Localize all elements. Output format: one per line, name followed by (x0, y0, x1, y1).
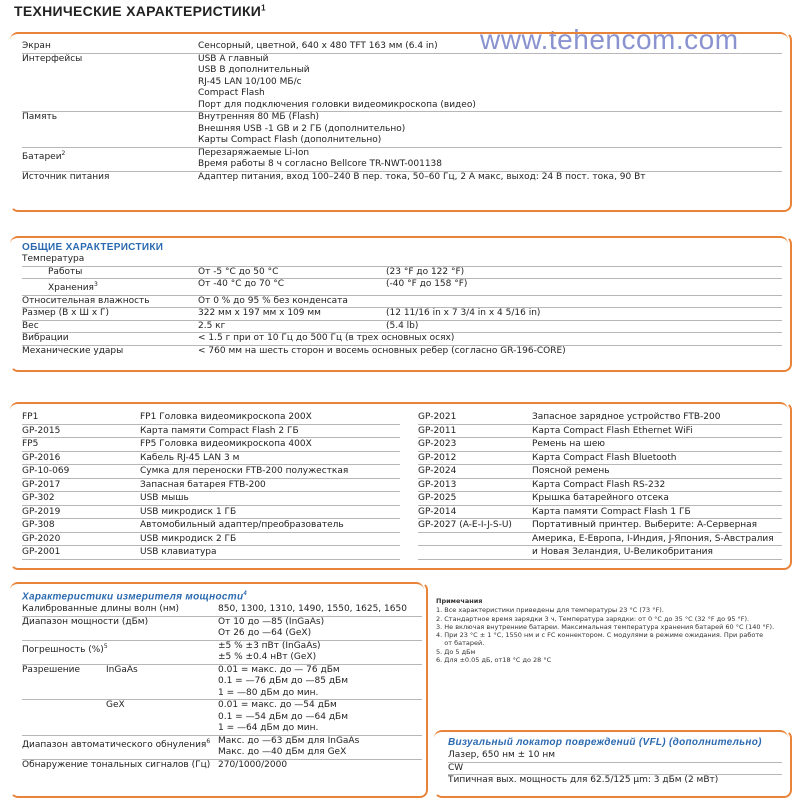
accessory-row (22, 411, 400, 425)
accessory-code: GP-2025 (418, 493, 457, 503)
spec-row (22, 54, 782, 113)
tech-specs-table (22, 41, 782, 183)
power-meter-header: Характеристики измерителя мощности$^4$ (22, 591, 248, 603)
power-value: 1 = —80 дБм до мин. (218, 687, 319, 698)
spec-value: Compact Flash (198, 88, 265, 98)
power-row (22, 604, 422, 617)
power-value: 1 = —64 дБм до мин. (218, 723, 319, 733)
vfl-header: Визуальный локатор повреждений (VFL) (дополнительно) (448, 737, 762, 748)
accessory-row (22, 533, 400, 547)
accessory-desc: Кабель RJ-45 LAN 3 м (140, 452, 240, 463)
accessory-desc: FP1 Головка видеомикроскопа 200X (140, 412, 312, 422)
power-value: 0.01 = макс. до — 76 дБм (218, 664, 340, 675)
accessory-code: GP-2012 (418, 452, 457, 463)
general-label: Вес (22, 320, 39, 331)
accessory-code: GP-2017 (22, 479, 61, 490)
accessory-row (418, 411, 782, 425)
general-value: 2.5 кг (198, 320, 226, 331)
general-value: < 1.5 г при от 10 Гц до 500 Гц (в трех основных осях) (198, 333, 455, 343)
vfl-row (448, 775, 782, 787)
accessory-code: GP-2013 (418, 479, 457, 490)
general-label: Относительная влажность (22, 295, 150, 306)
page-title: ТЕХНИЧЕСКИЕ ХАРАКТЕРИСТИКИ$^1$ (14, 3, 266, 19)
power-label-text: Разрешение (22, 664, 81, 675)
notes (436, 597, 796, 664)
accessory-desc: Запасная батарея FTB-200 (140, 479, 266, 490)
power-row (22, 736, 422, 760)
power-value: Макс. до —63 дБм для InGaAs (218, 735, 360, 746)
spec-value: Карты Compact Flash (дополнительно) (198, 135, 382, 145)
spec-values (198, 41, 438, 53)
general-value-imperial: (-40 °F до 158 °F) (386, 279, 468, 289)
accessory-row (22, 506, 400, 520)
accessory-desc: FP5 Головка видеомикроскопа 400X (140, 439, 312, 449)
general-row (22, 321, 782, 334)
accessory-code: GP-302 (22, 493, 55, 503)
accessory-row (22, 492, 400, 506)
spec-value: Сенсорный, цветной, 640 x 480 TFT 163 мм (6.4 in) (198, 41, 438, 51)
accessory-code: GP-2011 (418, 425, 457, 436)
general-value: 322 мм x 197 мм x 109 мм (198, 308, 321, 318)
accessory-desc: Запасное зарядное устройство FTB-200 (532, 412, 721, 422)
power-label (22, 604, 180, 616)
accessory-desc: Поясной ремень (532, 466, 610, 476)
general-table (22, 254, 782, 357)
note-item: 3. Не включая внутренние батареи. Максимальная температура хранения батарей 60 °C (140 °F). (436, 622, 775, 631)
power-label (22, 759, 211, 772)
power-label (22, 616, 149, 640)
power-values (218, 617, 324, 640)
spec-row (22, 148, 782, 172)
accessory-code: GP-2020 (22, 533, 61, 544)
accessory-desc: USB мышь (140, 493, 189, 503)
spec-value: Время работы 8 ч согласно Bellcore TR-NWT-001138 (198, 159, 443, 169)
accessory-row (22, 479, 400, 493)
accessory-row (22, 438, 400, 452)
accessory-row (418, 519, 782, 533)
accessory-code: GP-2024 (418, 466, 457, 476)
general-value (198, 254, 386, 266)
power-value: 270/1000/2000 (218, 759, 288, 770)
vfl-value: Типичная вых. мощность для 62.5/125 μm: 3 дБм (2 мВт) (448, 775, 719, 785)
accessory-desc: USB микродиск 1 ГБ (140, 506, 237, 517)
general-row (22, 254, 782, 267)
spec-value: USB A главный (198, 53, 269, 64)
accessory-row (418, 425, 782, 439)
accessory-row (418, 452, 782, 466)
spec-value: USB B дополнительный (198, 65, 310, 75)
vfl-value: CW (448, 762, 464, 773)
general-row (22, 296, 782, 309)
accessory-code: GP-2027 (A-E-I-J-S-U) (418, 520, 512, 530)
note-item: 1. Все характеристики приведены для температуры 23 °C (73 °F). (436, 606, 664, 615)
footnote-ref: 2 (61, 149, 66, 157)
spec-label: Память (22, 112, 58, 122)
general-row (22, 308, 782, 321)
spec-values (198, 148, 442, 171)
general-label: Хранения$^3$ (48, 281, 98, 293)
accessory-row (22, 452, 400, 466)
power-values (218, 641, 321, 664)
power-label-text: Диапазон автоматического обнуления (22, 739, 207, 750)
accessory-desc: Карта памяти Compact Flash 1 ГБ (532, 506, 691, 517)
general-label: Работы (48, 266, 83, 277)
accessory-code: GP-2015 (22, 425, 61, 436)
accessory-code: GP-2014 (418, 506, 457, 517)
general-label: Размер (В x Ш x Г) (22, 308, 110, 318)
accessory-desc: Америка, E-Европа, I-Индия, J-Япония, S-Австралия (532, 533, 774, 544)
accessory-code: GP-2021 (418, 412, 457, 422)
general-value: От -40 °C до 70 °C (198, 279, 285, 289)
accessory-row (418, 546, 782, 560)
note-item: 4. При 23 °C ± 1 °C, 1550 нм и с FC коннектором. С модулями в режиме ожидания. При работе (436, 631, 764, 640)
footnote-ref: 5 (103, 642, 108, 650)
power-sublabel (103, 641, 218, 664)
accessory-code (418, 546, 532, 559)
power-sublabel (106, 604, 218, 616)
power-value: 0.1 = —54 дБм до —64 дБм (218, 711, 349, 722)
spec-values (198, 112, 405, 147)
general-label: Температура (22, 254, 85, 264)
accessory-row (418, 438, 782, 452)
accessory-code (418, 533, 532, 546)
footnote-ref: 6 (206, 737, 211, 745)
spec-values (198, 172, 646, 184)
power-label-text: Калиброванные длины волн (нм) (22, 604, 180, 614)
accessory-desc: Портативный принтер. Выберите: A-Серверная (532, 520, 758, 530)
vfl-value: Лазер, 650 нм ± 10 нм (448, 750, 556, 760)
accessory-row (22, 546, 400, 560)
accessory-desc: Карта Compact Flash RS-232 (532, 479, 666, 490)
vfl-row (448, 750, 782, 763)
power-value: 850, 1300, 1310, 1490, 1550, 1625, 1650 (218, 604, 407, 614)
accessory-row (418, 479, 782, 493)
accessory-desc: Карта Compact Flash Ethernet WiFi (532, 425, 693, 436)
spec-value: RJ-45 LAN 10/100 МБ/с (198, 76, 302, 87)
spec-label: Интерфейсы (22, 53, 83, 64)
power-value: 0.01 = макс. до —54 дБм (218, 700, 337, 710)
accessory-row (418, 492, 782, 506)
power-value: ±5 % ±3 пВт (InGaAs) (218, 640, 321, 651)
footnote-ref: 3 (93, 281, 98, 288)
general-row (22, 333, 782, 346)
accessory-row (22, 465, 400, 479)
spec-row (22, 172, 782, 184)
power-values (218, 700, 348, 735)
power-label (22, 665, 106, 700)
general-value: От 0 % до 95 % без конденсата (198, 295, 348, 306)
power-row (22, 700, 422, 736)
power-value: 0.1 = —76 дБм до —85 дБм (218, 676, 349, 686)
power-sublabel (106, 617, 218, 640)
spec-values (198, 54, 476, 112)
general-value: < 760 мм на шесть сторон и восемь основных ребер (согласно GR-196-CORE) (198, 345, 566, 356)
accessory-row (22, 425, 400, 439)
power-label-text: Диапазон мощности (дБм) (22, 616, 149, 627)
accessory-desc: и Новая Зеландия, U-Великобритания (532, 547, 713, 557)
accessory-desc: Карта Compact Flash Bluetooth (532, 452, 677, 463)
notes-title: Примечания (436, 597, 483, 605)
power-sublabel: InGaAs (106, 664, 138, 675)
vfl-table (448, 750, 782, 787)
spec-value: Перезаряжаемые Li-Ion (198, 147, 310, 158)
spec-row (22, 41, 782, 54)
accessory-desc: Карта памяти Compact Flash 2 ГБ (140, 425, 299, 436)
power-label-text: Погрешность (%) (22, 644, 104, 655)
power-values (218, 736, 359, 759)
accessory-desc: Автомобильный адаптер/преобразователь (140, 520, 344, 530)
spec-label: Источник питания (22, 171, 110, 182)
accessory-code: FP5 (22, 439, 39, 449)
general-value-imperial: (5.4 lb) (386, 320, 419, 331)
watermark: www.tehencom.com (480, 24, 739, 55)
note-item: 2. Стандартное время зарядки 3 ч, Температура зарядки: от 0 °C до 35 °C (32 °F до 95 °F). (436, 614, 750, 623)
general-value-imperial: (12 11/16 in x 7 3/4 in x 4 5/16 in) (386, 308, 541, 318)
power-value: ±5 % ±0.4 нВт (GeX) (218, 652, 317, 662)
power-value: От 10 до —85 (InGaAs) (218, 616, 325, 627)
power-sublabel (106, 736, 218, 759)
spec-label: Батареи$^2$ (22, 149, 66, 162)
note-item: 6. Для ±0.05 дБ, от18 °C до 28 °C (436, 656, 552, 665)
vfl-row (448, 763, 782, 776)
power-label (22, 736, 211, 759)
power-value: От 26 до —64 (GeX) (218, 628, 312, 638)
power-value: Макс. до —40 дБм для GeX (218, 747, 347, 757)
spec-value: Внутренняя 80 МБ (Flash) (198, 112, 320, 122)
accessory-desc: Ремень на шею (532, 439, 605, 449)
general-label: Механические удары (22, 345, 124, 356)
accessory-code: GP-308 (22, 520, 55, 530)
spec-value: Внешняя USB -1 GB и 2 ГБ (дополнительно) (198, 123, 406, 134)
power-row (22, 665, 422, 701)
accessory-code: GP-2016 (22, 452, 61, 463)
power-sublabel: GeX (106, 700, 125, 710)
accessory-code: GP-2023 (418, 439, 457, 449)
accessory-row (418, 465, 782, 479)
accessory-desc: USB микродиск 2 ГБ (140, 533, 237, 544)
spec-value: Порт для подключения головки видеомикроскопа (видео) (198, 99, 476, 110)
general-label: Вибрации (22, 333, 69, 343)
general-value-imperial: (23 °F до 122 °F) (386, 266, 465, 277)
accessory-code: GP-10-069 (22, 466, 70, 476)
power-row (22, 641, 422, 665)
general-value: От -5 °C до 50 °C (198, 266, 279, 277)
power-values (218, 760, 287, 772)
power-sublabel (106, 760, 218, 772)
power-meter-table (22, 604, 422, 771)
accessory-desc: Сумка для переноски FTB-200 полужесткая (140, 466, 349, 476)
general-header: ОБЩИЕ ХАРАКТЕРИСТИКИ (22, 242, 164, 253)
spec-label: Экран (22, 41, 51, 51)
general-row (22, 346, 782, 358)
power-label-text: Обнаружение тональных сигналов (Гц) (22, 759, 211, 770)
accessory-code: GP-2001 (22, 547, 61, 557)
accessory-desc: USB клавиатура (140, 547, 217, 557)
accessory-row (418, 533, 782, 547)
power-values (218, 665, 348, 700)
general-row (22, 279, 782, 296)
power-row (22, 760, 422, 772)
power-row (22, 617, 422, 641)
power-values (218, 604, 407, 616)
accessory-row (418, 506, 782, 520)
note-item: от батарей. (436, 639, 485, 648)
power-label (22, 700, 106, 735)
accessory-desc: Крышка батарейного отсека (532, 493, 669, 503)
general-row (22, 267, 782, 280)
spec-row (22, 112, 782, 148)
spec-value: Адаптер питания, вход 100–240 В пер. тока, 50–60 Гц, 2 А макс, выход: 24 В пост. тока, 90 Вт (198, 171, 646, 182)
power-label (22, 641, 106, 664)
note-item: 5. До 5 дБм (436, 647, 476, 656)
accessory-code: FP1 (22, 412, 39, 422)
accessory-code: GP-2019 (22, 506, 61, 517)
accessory-row (22, 519, 400, 533)
